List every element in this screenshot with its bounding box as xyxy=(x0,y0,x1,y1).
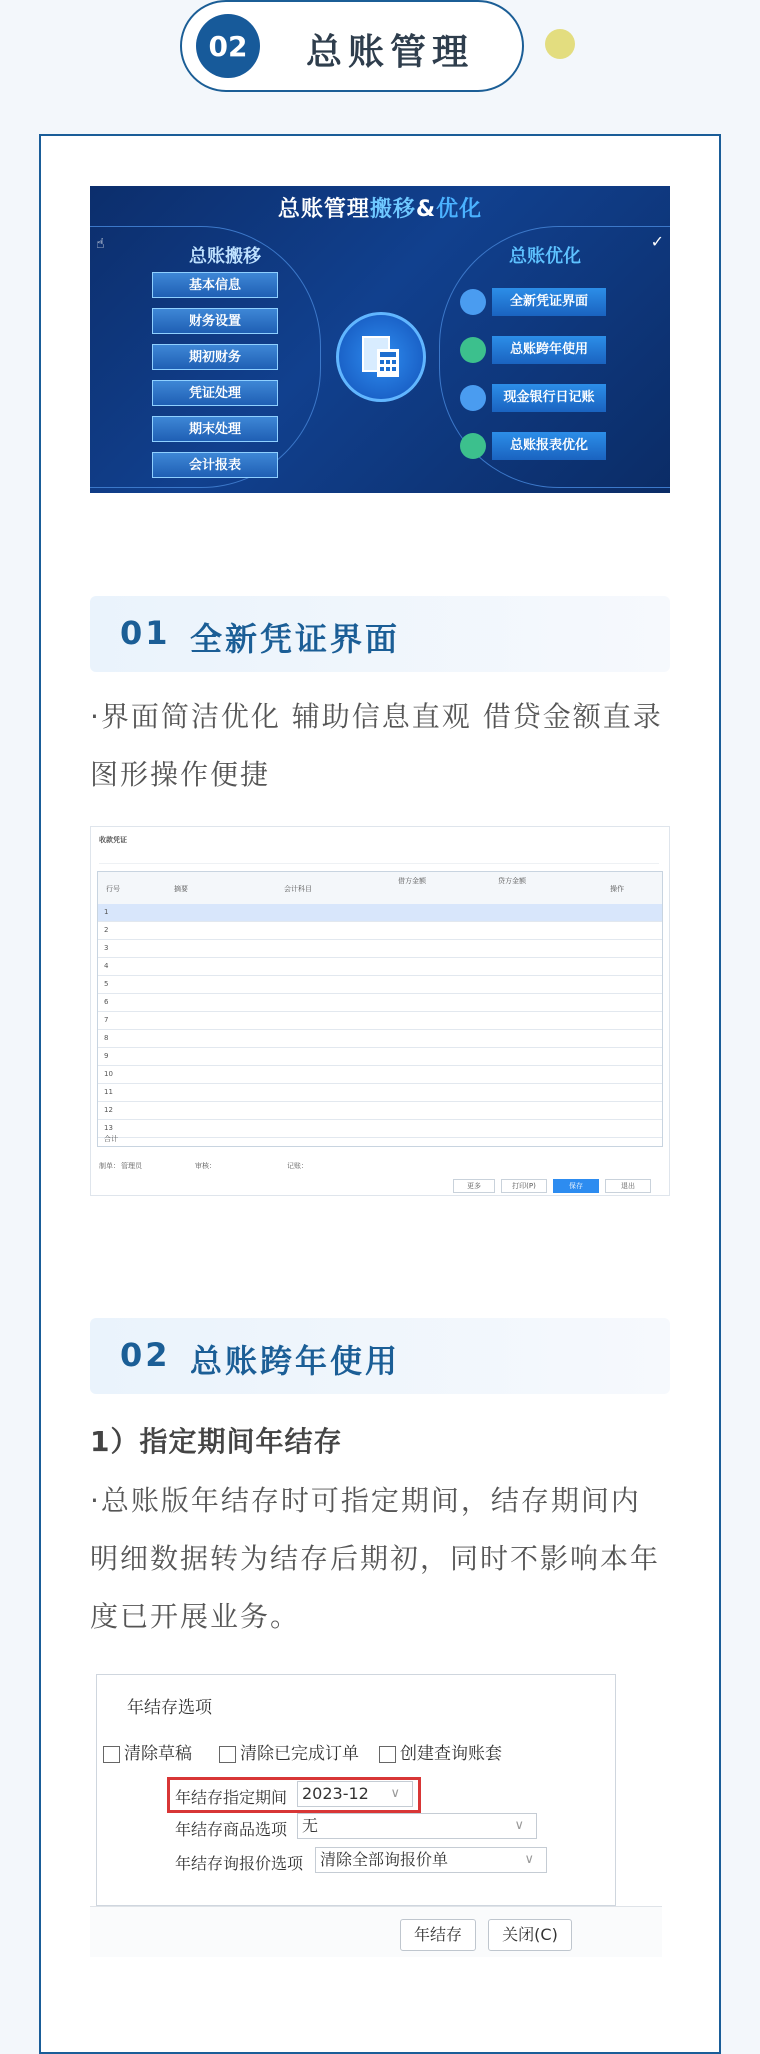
calendar-icon xyxy=(460,337,486,363)
chart-icon xyxy=(460,433,486,459)
voucher-table: 行号 摘要 会计科目 借方金额 贷方金额 操作 1 2 3 4 5 6 7 8 9 10 11 12 13 合计 xyxy=(97,871,663,1147)
section-bar-title: 总账跨年使用 xyxy=(190,1342,401,1380)
left-heading: 总账搬移 xyxy=(189,246,261,267)
dialog-title: 年结存选项 xyxy=(127,1698,212,1718)
check-circle-icon: ✓ xyxy=(650,232,664,251)
section-bar-02 xyxy=(90,1318,670,1394)
right-heading: 总账优化 xyxy=(509,246,581,267)
left-item: 会计报表 xyxy=(152,452,278,478)
year-end-button[interactable]: 年结存 xyxy=(400,1919,476,1951)
hand-icon: ☝ xyxy=(96,236,105,252)
voucher-screenshot: 收款凭证 行号 摘要 会计科目 借方金额 贷方金额 操作 1 2 3 4 5 6 7 8 9 10 11 12 13 合计 制单： 管理员 审核： 记账： 更多 打印(P) 保存 退出 xyxy=(90,826,670,1196)
section-number: 02 xyxy=(196,14,260,78)
chevron-down-icon: ∨ xyxy=(524,1852,534,1867)
checkbox-clear-draft[interactable]: 清除草稿 xyxy=(103,1739,192,1764)
decorative-dot xyxy=(545,29,575,59)
section-bar-01 xyxy=(90,596,670,672)
goods-label: 年结存商品选项 xyxy=(175,1820,288,1839)
left-item: 期初财务 xyxy=(152,344,278,370)
section-bar-title: 全新凭证界面 xyxy=(190,620,401,658)
search-doc-icon xyxy=(460,289,486,315)
print-button[interactable]: 打印(P) xyxy=(501,1179,547,1193)
goods-select[interactable]: 无 ∨ xyxy=(297,1813,537,1839)
section-bar-number: 02 xyxy=(120,1336,171,1374)
right-item: 总账跨年使用 xyxy=(492,336,606,364)
paragraph-voucher: ·界面简洁优化 辅助信息直观 借贷金额直录 图形操作便捷 xyxy=(90,700,663,791)
migration-diagram xyxy=(90,186,670,493)
table-header: 行号 摘要 会计科目 借方金额 贷方金额 操作 xyxy=(98,872,662,905)
checkbox-clear-orders[interactable]: 清除已完成订单 xyxy=(219,1739,359,1764)
left-item: 财务设置 xyxy=(152,308,278,334)
section-bar-number: 01 xyxy=(120,614,171,652)
left-item: 凭证处理 xyxy=(152,380,278,406)
period-label: 年结存指定期间 xyxy=(175,1788,288,1807)
save-button[interactable]: 保存 xyxy=(553,1179,599,1193)
book-icon xyxy=(460,385,486,411)
right-item: 全新凭证界面 xyxy=(492,288,606,316)
period-select[interactable]: 2023-12 ∨ xyxy=(297,1781,413,1807)
section-header xyxy=(180,0,524,92)
left-item: 基本信息 xyxy=(152,272,278,298)
quote-label: 年结存询报价选项 xyxy=(175,1854,304,1873)
paragraph-year-end: ·总账版年结存时可指定期间，结存期间内明细数据转为结存后期初，同时不影响本年度已开展业务。 xyxy=(90,1484,661,1633)
checkbox-create-query[interactable]: 创建查询账套 xyxy=(379,1739,502,1764)
right-item: 现金银行日记账 xyxy=(492,384,606,412)
more-button[interactable]: 更多 xyxy=(453,1179,495,1193)
section-title: 总账管理 xyxy=(306,32,475,73)
close-button[interactable]: 关闭(C) xyxy=(488,1919,572,1951)
right-item: 总账报表优化 xyxy=(492,432,606,460)
quote-select[interactable]: 清除全部询报价单 ∨ xyxy=(315,1847,547,1873)
voucher-title: 收款凭证 xyxy=(99,836,127,844)
subheading: 1）指定期间年结存 xyxy=(90,1425,343,1458)
year-end-dialog xyxy=(90,1670,662,1960)
left-item: 期末处理 xyxy=(152,416,278,442)
diagram-title: 总账管理搬移&优化 xyxy=(277,197,483,222)
exit-button[interactable]: 退出 xyxy=(605,1179,651,1193)
chevron-down-icon: ∨ xyxy=(514,1818,524,1833)
ledger-icon xyxy=(336,312,426,402)
chevron-down-icon: ∨ xyxy=(390,1786,400,1801)
highlight-box xyxy=(167,1777,421,1813)
dialog-footer xyxy=(90,1906,662,1957)
